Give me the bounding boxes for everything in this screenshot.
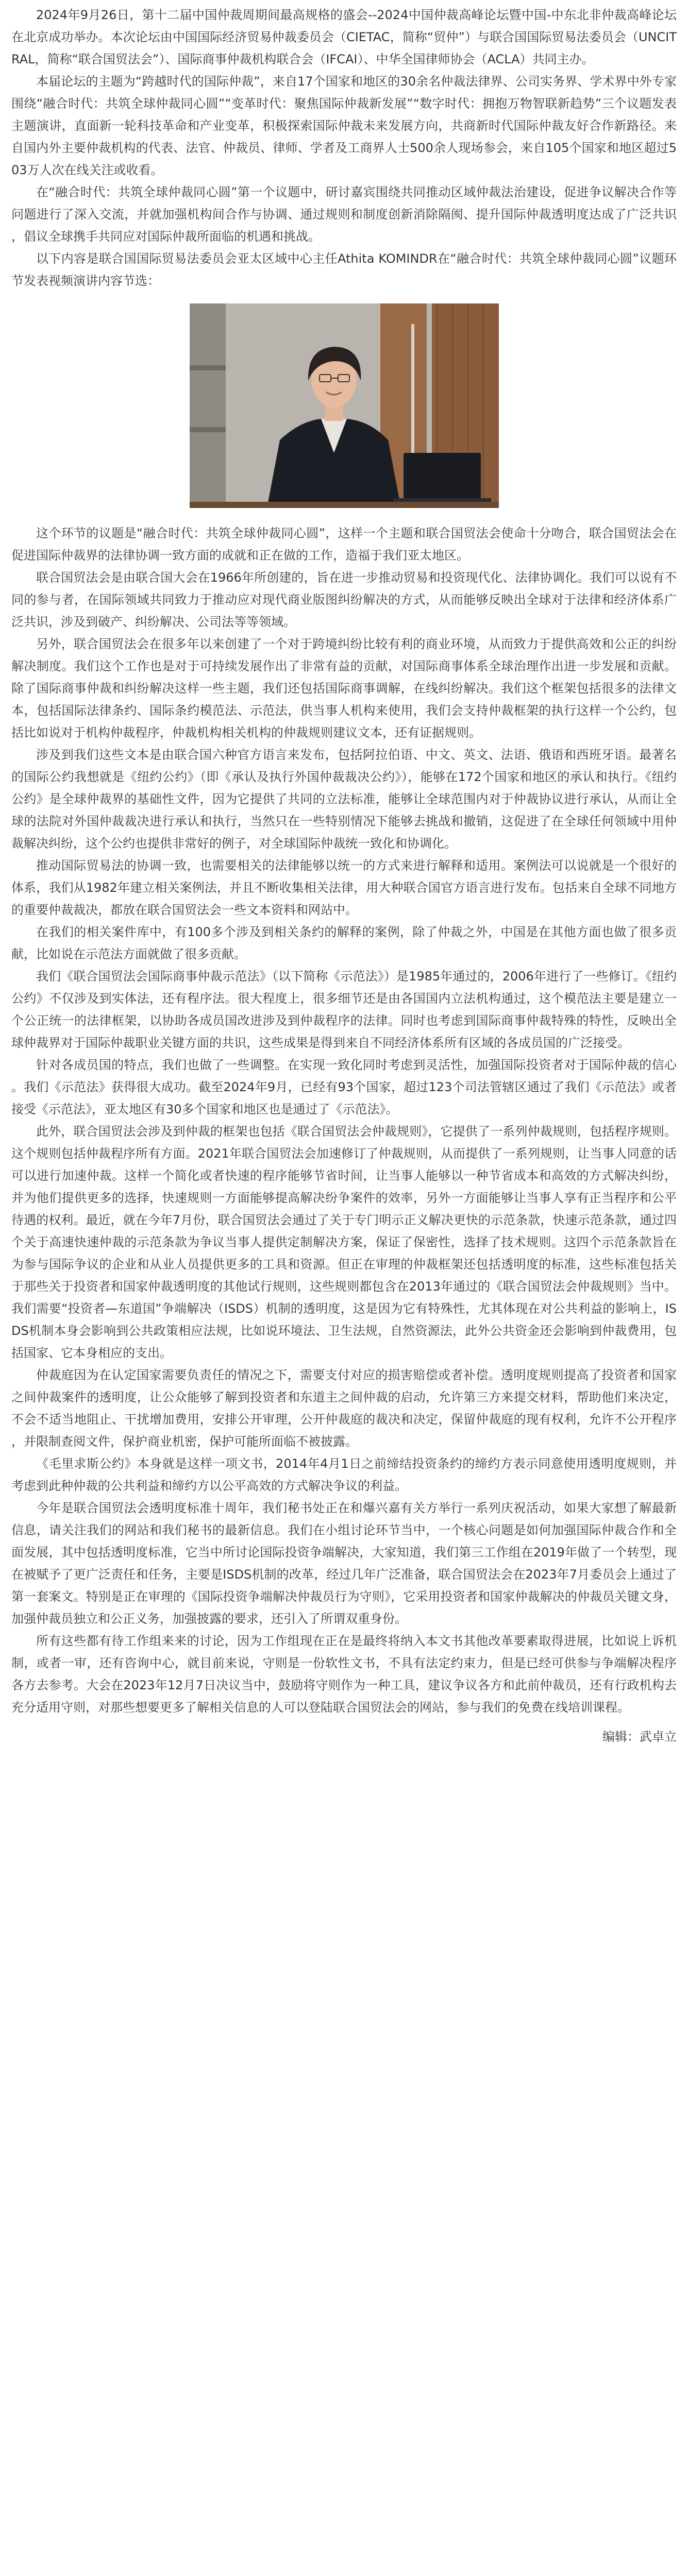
- intro-paragraph-2: 本届论坛的主题为“跨越时代的国际仲裁”，来自17个国家和地区的30余名仲裁法律界、公司实务界、学术界中外专家围绕“融合时代：共筑全球仲裁同心圆”“变革时代：聚焦国际仲裁新发展”“数字时代：拥抱万物智联新趋势”三个议题发表主题演讲，直面新一轮科技革命和产业变革，积极探索国际仲裁未来发展方向，共商新时代国际仲裁友好合作新路径。来自国内外主要仲裁机构的代表、法官、仲裁员、律师、学者及工商界人士500余人现场参会，来自105个国家和地区超过503万人次在线关注或收看。: [11, 74, 677, 177]
- body-paragraph-2: 联合国贸法会是由联合国大会在1966年所创建的，旨在进一步推动贸易和投资现代化、法律协调化。我们可以说有不同的参与者，在国际领域共同致力于推动应对现代商业版图纠纷解决的方式，从而能够反映出全球对于法律和经济体系广泛共识，涉及到破产、纠纷解决、公司法等等领域。: [11, 570, 677, 629]
- body-paragraph-5: 推动国际贸易法的协调一致，也需要相关的法律能够以统一的方式来进行解释和适用。案例法可以说就是一个很好的体系，我们从1982年建立相关案例法，并且不断收集相关法律，用大种联合国官方语言进行发布。包括来自全球不同地方的重要仲裁裁决，都放在联合国贸法会一些文本资料和网站中。: [11, 858, 677, 917]
- desk: [190, 502, 499, 508]
- body-paragraph-6: 在我们的相关案件库中，有100多个涉及到相关条约的解释的案例，除了仲裁之外，中国是在其他方面也做了很多贡献，比如说在示范法方面就做了很多贡献。: [11, 925, 677, 961]
- speaker-video-photo: [190, 303, 499, 508]
- body-paragraph-8: 针对各成员国的特点，我们也做了一些调整。在实现一致化同时考虑到灵活性，加强国际投资者对于国际仲裁的信心。我们《示范法》获得很大成功。截至2024年9月，已经有93个国家，超过123个司法管辖区通过了我们《示范法》或者接受《示范法》，亚太地区有30多个国家和地区也是通过了《示范法》。: [11, 1058, 677, 1116]
- intro-paragraph-1: 2024年9月26日，第十二届中国仲裁周期间最高规格的盛会--2024中国仲裁高峰论坛暨中国-中东北非仲裁高峰论坛在北京成功举办。本次论坛由中国国际经济贸易仲裁委员会（CIETAC，简称“贸仲”）与联合国国际贸易法委员会（UNCITRAL，简称“联合国贸法会”）、国际商事仲裁机构联合会（IFCAI）、中华全国律师协会（ACLA）共同主办。: [11, 8, 677, 66]
- left-shelf: [190, 303, 226, 508]
- body-paragraph-11: 《毛里求斯公约》本身就是这样一项文书，2014年4月1日之前缔结投资条约的缔约方表示同意使用透明度规则，并考虑到此种仲裁的公共利益和缔约方以公平高效的方式解决争议的利益。: [11, 1456, 677, 1493]
- body-paragraph-13: 所有这些都有待工作组来来的讨论，因为工作组现在正在是最终将纳入本文书其他改革要素取得进展，比如说上诉机制，或者一审，还有咨询中心，就目前来说，守则是一份软性文书，不具有法定约束力，但是已经可供参与争端解决程序各方去参考。大会在2023年12月7日决议当中，鼓励将守则作为一种工具，建议争议各方和此前仲裁员，还有行政机构去充分适用守则，对那些想要更多了解相关信息的人可以登陆联合国贸法会的网站，参与我们的免费在线培训课程。: [11, 1634, 677, 1715]
- left-shelf-board: [190, 365, 226, 370]
- body-paragraph-9: 此外，联合国贸法会涉及到仲裁的框架也包括《联合国贸法会仲裁规则》，它提供了一系列仲裁规则，包括程序规则。这个规则包括仲裁程序所有方面。2021年联合国贸法会加速修订了仲裁规则，从而提供了一系列规则，让当事人同意的话可以进行加速仲裁。这样一个简化或者快速的程序能够节省时间，让当事人能够以一种节省成本和高效的方式解决纠纷，并为他们提供更多的选择，快速规则一方面能够提高解决纷争案件的效率，另外一方面能够让当事人享有正当程序和公平待遇的权利。最近，就在今年7月份，联合国贸法会通过了关于专门明示正义解决更快的示范条款，快速示范条款，通过四个关于高速快速仲裁的示范条款为争议当事人提供定制解决方案，保证了保密性，选择了技术规则。这四个示范条款旨在为参与国际争议的企业和从业人员提供更多的工具和资源。但正在审理的仲裁框架还包括透明度的标准，这些标准包括关于那些关于投资者和国家仲裁透明度的其他试行规则，这些规则都包含在2013年通过的《联合国贸法会仲裁规则》当中。我们需要“投资者—东道国”争端解决（ISDS）机制的透明度，这是因为它有特殊性，尤其体现在对公共利益的影响上，ISDS机制本身会影响到公共政策相应法规，比如说环境法、卫生法规，自然资源法，此外公共资金还会影响到仲裁费用，包括国家、它本身相应的支出。: [11, 1124, 677, 1360]
- body-paragraph-12: 今年是联合国贸法会透明度标准十周年，我们秘书处正在和爆兴嘉有关方举行一系列庆祝活动，如果大家想了解最新信息，请关注我们的网站和我们秘书的最新信息。我们在小组讨论环节当中，一个核心问题是如何加强国际仲裁合作和全面发展，其中包括透明度标准，它当中所讨论国际投资争端解决，大家知道，我们第三工作组在2019年做了一个转型，现在被赋予了更广泛责任和任务，主要是ISDS机制的改革，经过几年广泛准备，联合国贸法会在2023年7月委员会上通过了第一套案文。特别是正在审理的《国际投资争端解决仲裁员行为守则》，它采用投资者和国家仲裁解决的仲裁员关键文身，加强仲裁员独立和公正义务，加强披露的要求，还引入了所谓双重身份。: [11, 1501, 677, 1626]
- body-paragraph-1: 这个环节的议题是“融合时代：共筑全球仲裁同心圆”，这样一个主题和联合国贸法会使命十分吻合，联合国贸法会在促进国际仲裁界的法律协调一致方面的成就和正在做的工作，造福于我们亚太地区。: [11, 526, 677, 563]
- body-paragraph-3: 另外，联合国贸法会在很多年以来创建了一个对于跨境纠纷比较有利的商业环境，从而致力于提供高效和公正的纠纷解决制度。我们这个工作也是对于可持续发展作出了非常有益的贡献，对国际商事体系全球治理作出进一步发展和贡献。除了国际商事仲裁和纠纷解决这样一些主题，我们还包括国际商事调解，在线纠纷解决。我们这个框架包括很多的法律文本，包括国际法律条约、国际条约模范法、示范法，供当事人机构来使用，我们会支持仲裁框架的执行这样一个公约，包括比如说对于机构仲裁程序，仲裁机构相关机构的仲裁规则建议文本，还有证据规则。: [11, 637, 677, 740]
- editor-credit: 编辑：武卓立: [602, 1730, 677, 1744]
- body-paragraph-4: 涉及到我们这些文本是由联合国六种官方语言来发布，包括阿拉伯语、中文、英文、法语、俄语和西班牙语。最著名的国际公约我想就是《纽约公约》（即《承认及执行外国仲裁裁决公约》），能够在172个国家和地区的承认和执行。《纽约公约》是全球仲裁界的基础性文件，因为它提供了共同的立法标准，能够让全球范围内对于仲裁协议进行承认，从而让全球的法院对外国仲裁裁决进行承认和执行，当然只在一些特别情况下能够去挑战和撤销，这促进了在全球任何领域中用仲裁解决纠纷，这个公约也提供非常好的例子，对全球国际仲裁统一致化和协调化。: [11, 748, 677, 851]
- body-paragraph-10: 仲裁庭因为在认定国家需要负责任的情况之下，需要支付对应的损害赔偿或者补偿。透明度规则提高了投资者和国家之间仲裁案件的透明度，让公众能够了解到投资者和东道主之间仲裁的启动，允许第三方来提交材料，帮助他们来决定，不会不适当地阻止、干扰增加费用，安排公开审理，公开仲裁庭的裁决和决定，保留仲裁庭的现有权利，允许不公开程序，并限制查阅文件，保护商业机密，保护可能所面临不被披露。: [11, 1368, 677, 1449]
- intro-paragraph-3: 在“融合时代：共筑全球仲裁同心圆”第一个议题中，研讨嘉宾围绕共同推动区域仲裁法治建设，促进争议解决合作等问题进行了深入交流，并就加强机构间合作与协调、通过规则和制度创新消除隔阂、提升国际仲裁透明度达成了广泛共识，倡议全球携手共同应对国际仲裁所面临的机遇和挑战。: [11, 185, 677, 244]
- body-paragraph-7: 我们《联合国贸法会国际商事仲裁示范法》（以下简称《示范法》）是1985年通过的，2006年进行了一些修订。《纽约公约》不仅涉及到实体法，还有程序法。很大程度上，很多细节还是由各国国内立法机构通过，这个模范法主要是建立一个公正统一的法律框架，以协助各成员国改进涉及到仲裁程序的法律。同时也考虑到国际商事仲裁特殊的特性，反映出全球仲裁界对于国际仲裁职业关键方面的共识，这些成果是得到来自不同经济体系所有区域的各成员国的广泛接受。: [11, 969, 677, 1050]
- intro-paragraph-4: 以下内容是联合国国际贸易法委员会亚太区域中心主任Athita KOMINDR在“融合时代：共筑全球仲裁同心圆”议题环节发表视频演讲内容节选：: [11, 251, 677, 288]
- laptop-screen: [404, 453, 481, 499]
- left-shelf-board: [190, 427, 226, 432]
